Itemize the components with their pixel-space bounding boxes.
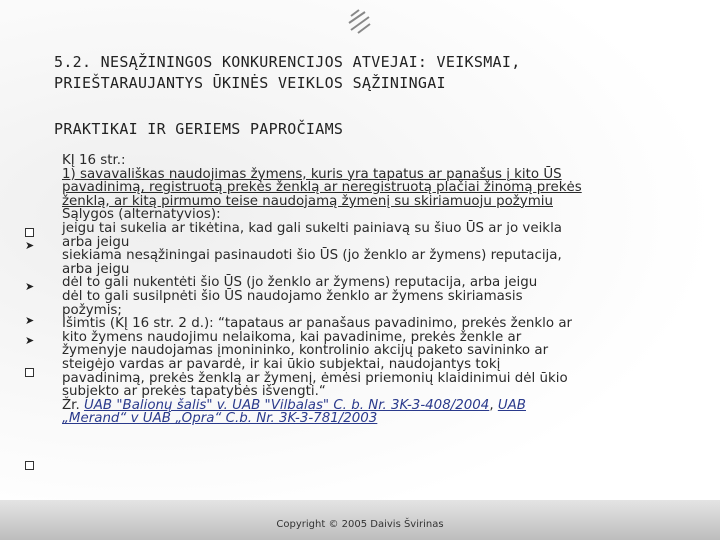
body-line: pavadinimą, prekės ženklą ar žymenį, ėmėsi priemonių klaidinimui dėl ūkio: [62, 370, 568, 386]
body-line: Sąlygos (alternatyvios):: [62, 207, 221, 223]
slide-body: [62, 154, 692, 426]
body-line: arba jeigu: [62, 234, 130, 250]
body-line: kito žymens naudojimu nelaikoma, kai pavadinime, prekės ženkle ar: [62, 329, 522, 345]
case-link-balionu-salis[interactable]: UAB "Balionų šalis" v. UAB "Vilbalas" C. b. Nr. 3K-3-408/2004: [83, 397, 490, 413]
body-line: dėl to gali nukentėti šio ŪS (jo ženklo ar žymens) reputacija, arba jeigu: [62, 275, 538, 291]
slide-title: [54, 52, 694, 140]
body-line: KĮ 16 str.:: [62, 153, 126, 168]
body-line: jeigu tai sukelia ar tikėtina, kad gali sukelti painiavą su šiuo ŪS ar jo veikla: [62, 220, 562, 236]
body-line: požymis;: [62, 302, 122, 318]
logo-icon: [345, 6, 373, 36]
case-link-merand-start[interactable]: UAB: [497, 397, 526, 413]
arrow-bullet-icon: ➤: [25, 239, 35, 252]
body-line: [62, 399, 692, 413]
arrow-bullet-icon: ➤: [25, 314, 35, 327]
body-line: dėl to gali susilpnėti šio ŪS naudojamo ženklo ar žymens skiriamasis: [62, 288, 523, 304]
body-line: siekiama nesąžiningai pasinaudoti šio ŪS (jo ženklo ar žymens) reputacija,: [62, 248, 562, 264]
arrow-bullet-icon: ➤: [25, 280, 35, 293]
arrow-bullet-icon: ➤: [25, 334, 35, 347]
square-bullet-icon: [25, 228, 34, 237]
body-line: žymenyje naudojamas įmonininko, kontrolinio akcijų paketo savininko ar: [62, 343, 549, 359]
title-line-1: 5.2. NESĄŽININGOS KONKURENCIJOS ATVEJAI: VEIKSMAI,: [54, 53, 521, 71]
body-line: steigėjo vardas ar pavardė, ir kai ūkio subjektai, naudojantys tokį: [62, 356, 501, 372]
title-line-2: PRIEŠTARAUJANTYS ŪKINĖS VEIKLOS SĄŽININGAI: [54, 74, 446, 92]
body-line: subjekto ar prekės tapatybės išvengti.“: [62, 384, 326, 400]
case-link-merand[interactable]: „Merand“ v UAB „Opra“ C.b. Nr. 3K-3-781/2003: [62, 411, 378, 427]
body-line: 1) savavališkas naudojimas žymens, kuris yra tapatus ar panašus į kito ŪS: [62, 166, 562, 182]
title-line-3: PRAKTIKAI IR GERIEMS PAPROČIAMS: [54, 120, 344, 138]
square-bullet-icon: [25, 461, 34, 470]
body-line: arba jeigu: [62, 261, 130, 277]
square-bullet-icon: [25, 368, 34, 377]
reference-prefix: Žr.: [62, 397, 84, 413]
reference-separator: ,: [489, 397, 498, 413]
body-line: Išimtis (KĮ 16 str. 2 d.): “tapataus ar panašaus pavadinimo, prekės ženklo ar: [62, 316, 573, 332]
body-line: pavadinimą, registruotą prekės ženklą ar neregistruotą plačiai žinomą prekės: [62, 180, 582, 196]
body-line: [62, 412, 692, 426]
body-line: ženklą, ar kitą pirmumo teise naudojamą žymenį su skiriamuoju požymiu: [62, 193, 553, 209]
footer-copyright: Copyright © 2005 Daivis Švirinas: [276, 519, 444, 530]
